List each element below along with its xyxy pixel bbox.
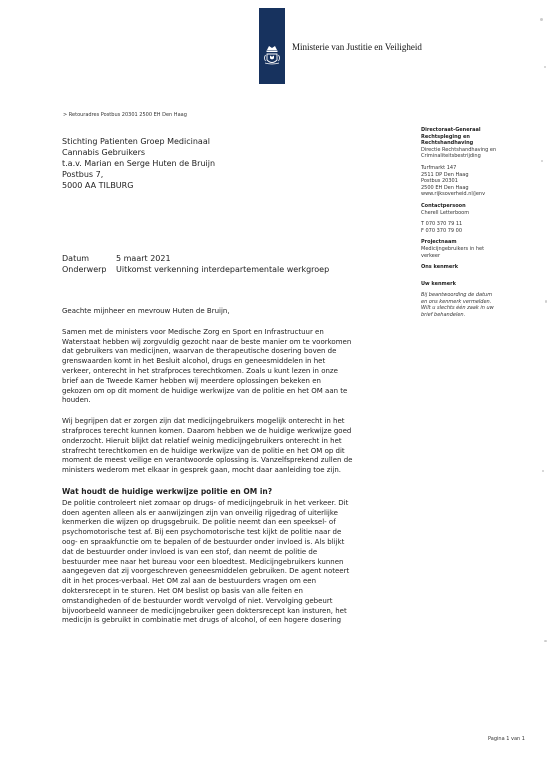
subject-label: Onderwerp [62,265,107,274]
sender-colophon [421,127,539,319]
body-text-line: ministers wederom met elkaar in gesprek gaan, mocht daar aanleiding toe zijn. [62,466,342,475]
body-text-line: oog- en spraakfunctie om te bepalen of de bestuurder onder invloed is. Als blijkt [62,537,345,546]
paragraph-1 [62,328,422,406]
date-value: 5 maart 2021 [116,254,171,263]
body-text-line: doen agenten alleen als er aanwijzingen zijn van onveilig rijgedrag of uiterlijke [62,508,338,517]
salutation: Geachte mijnheer en mevrouw Huten de Bruijn, [62,307,230,315]
body-text-line: onderzocht. Hieruit blijkt dat relatief weinig medicijngebruikers onterecht in het [62,436,342,445]
recipient-line: t.a.v. Marian en Serge Huten de Bruijn [62,159,216,168]
return-address: > Retouradres Postbus 20301 2500 EH Den Haag [63,112,187,118]
contact-label: Contactpersoon [421,202,466,209]
visiting-address: 2511 DP Den Haag [421,171,469,178]
body-text-line: dat de bestuurder onder invloed is van een stof, dan neemt de politie de [62,547,318,556]
body-text-line: De politie controleert niet zomaar op drugs- of medicijngebruik in het verkeer. Dit [62,498,349,507]
body-text-line: bijvoorbeeld wanneer de medicijngebruiker geen doktersrecept kan insturen, het [62,606,347,615]
recipient-address [62,136,215,191]
reply-note: brief behandelen. [421,312,466,319]
body-text-line: kenmerken die wijzen op drugsgebruik. De politie neemt dan een speeksel- of [62,518,336,527]
department-sub: Criminaliteitsbestrijding [421,153,481,160]
body-text-line: verkeer, onterecht in het strafproces terechtkomen. Zoals u kunt lezen in onze [62,366,338,375]
subject-row [62,264,329,275]
recipient-line: Stichting Patienten Groep Medicinaal [62,137,210,146]
department-title: Directoraat-Generaal [421,127,481,133]
body-text-line: moment de meest veilige en verantwoorde oplossing is. Vanzelfsprekend zullen de [62,456,353,465]
page-number: Pagina 1 van 1 [488,736,525,742]
recipient-line: Postbus 7, [62,170,104,179]
body-text-line: omstandigheden of de bestuurder wordt vervolgd of niet. Vervolging gebeurt [62,596,333,605]
body-text-line: Wij begrijpen dat er zorgen zijn dat medicijngebruikers mogelijk onterecht in het [62,417,345,426]
subject-value: Uitkomst verkenning interdepartementale werkgroep [116,265,330,274]
body-text-line: aangegeven dat zij voorgeschreven geneesmiddelen gebruiken. De agent noteert [62,567,350,576]
project-name: verkeer [421,252,441,259]
contact-name: Cherell Letterboom [421,209,470,216]
reply-note: Bij beantwoording de datum [421,292,493,299]
body-text-line: strafproces terecht kunnen komen. Daarom hebben we de huidige werkwijze goed [62,426,352,435]
body-text-line: Samen met de ministers voor Medische Zorg en Sport en Infrastructuur en [62,327,324,336]
body-text-line: strafrecht terechtkomen en de huidige werkwijze van de politie en het OM op dit [62,446,345,455]
body-text-line: medicijn is gebruikt in combinatie met drugs of alcohol, of een hogere dosering [62,616,342,625]
ministry-crest-logo [259,8,285,84]
fax-number: F 070 370 79 00 [421,227,463,234]
letter-meta [62,253,329,275]
phone-number: T 070 370 79 11 [421,221,463,228]
department-title: Rechtshandhaving [421,140,474,147]
reply-note: en ons kenmerk vermelden. [421,298,492,305]
letter-body [62,307,422,637]
recipient-line: Cannabis Gebruikers [62,148,146,157]
paragraph-2 [62,417,422,476]
date-row [62,253,329,264]
body-text-line: brief aan de Tweede Kamer hebben wij meerdere oplossingen bekeken en [62,376,321,385]
your-reference-label: Uw kenmerk [421,280,456,287]
department-sub: Directie Rechtshandhaving en [421,146,497,153]
body-text-line: grenswaarden komt in het Besluit alcohol, drugs en geneesmiddelen in het [62,357,326,366]
website-link[interactable]: www.rijksoverheid.nl/jenv [421,191,486,198]
body-text-line: doktersrecept in te sturen. Het OM beslist op basis van alle feiten en [62,586,303,595]
body-text-line: Waterstaat hebben wij zorgvuldig gezocht naar de beste manier om te voorkomen [62,337,352,346]
date-label: Datum [62,254,90,263]
section-heading: Wat houdt de huidige werkwijze politie en OM in? [62,486,273,496]
visiting-address: Turfmarkt 147 [421,164,457,171]
paragraph-3 [62,499,422,626]
recipient-line: 5000 AA TILBURG [62,181,134,190]
body-text-line: bestuurder mee naar het bureau voor een bloedtest. Medicijngebruikers kunnen [62,557,344,566]
body-text-line: dat gebruikers van medicijnen, waarvan de therapeutische dosering boven de [62,347,337,356]
reply-note: Wilt u slechts één zaak in uw [421,305,494,312]
body-text-line: dit in het proces-verbaal. Het OM zal aan de bestuurders vragen om een [62,577,317,586]
project-name: Medicijngebruikers in het [421,245,485,252]
body-text-line: gekozen om op dit moment de huidige werkwijze van de politie en het OM aan te [62,386,348,395]
ministry-name: Ministerie van Justitie en Veiligheid [292,42,422,52]
department-title: Rechtspleging en [421,133,470,140]
postal-address: Postbus 20301 [421,178,458,185]
our-reference-label: Ons kenmerk [421,264,459,271]
postal-address: 2500 EH Den Haag [421,184,469,191]
body-text-line: psychomotorische test af. Bij een psychomotorische test kijkt de politie naar de [62,528,342,537]
body-text-line: houden. [62,396,91,405]
project-label: Projectnaam [421,239,457,246]
